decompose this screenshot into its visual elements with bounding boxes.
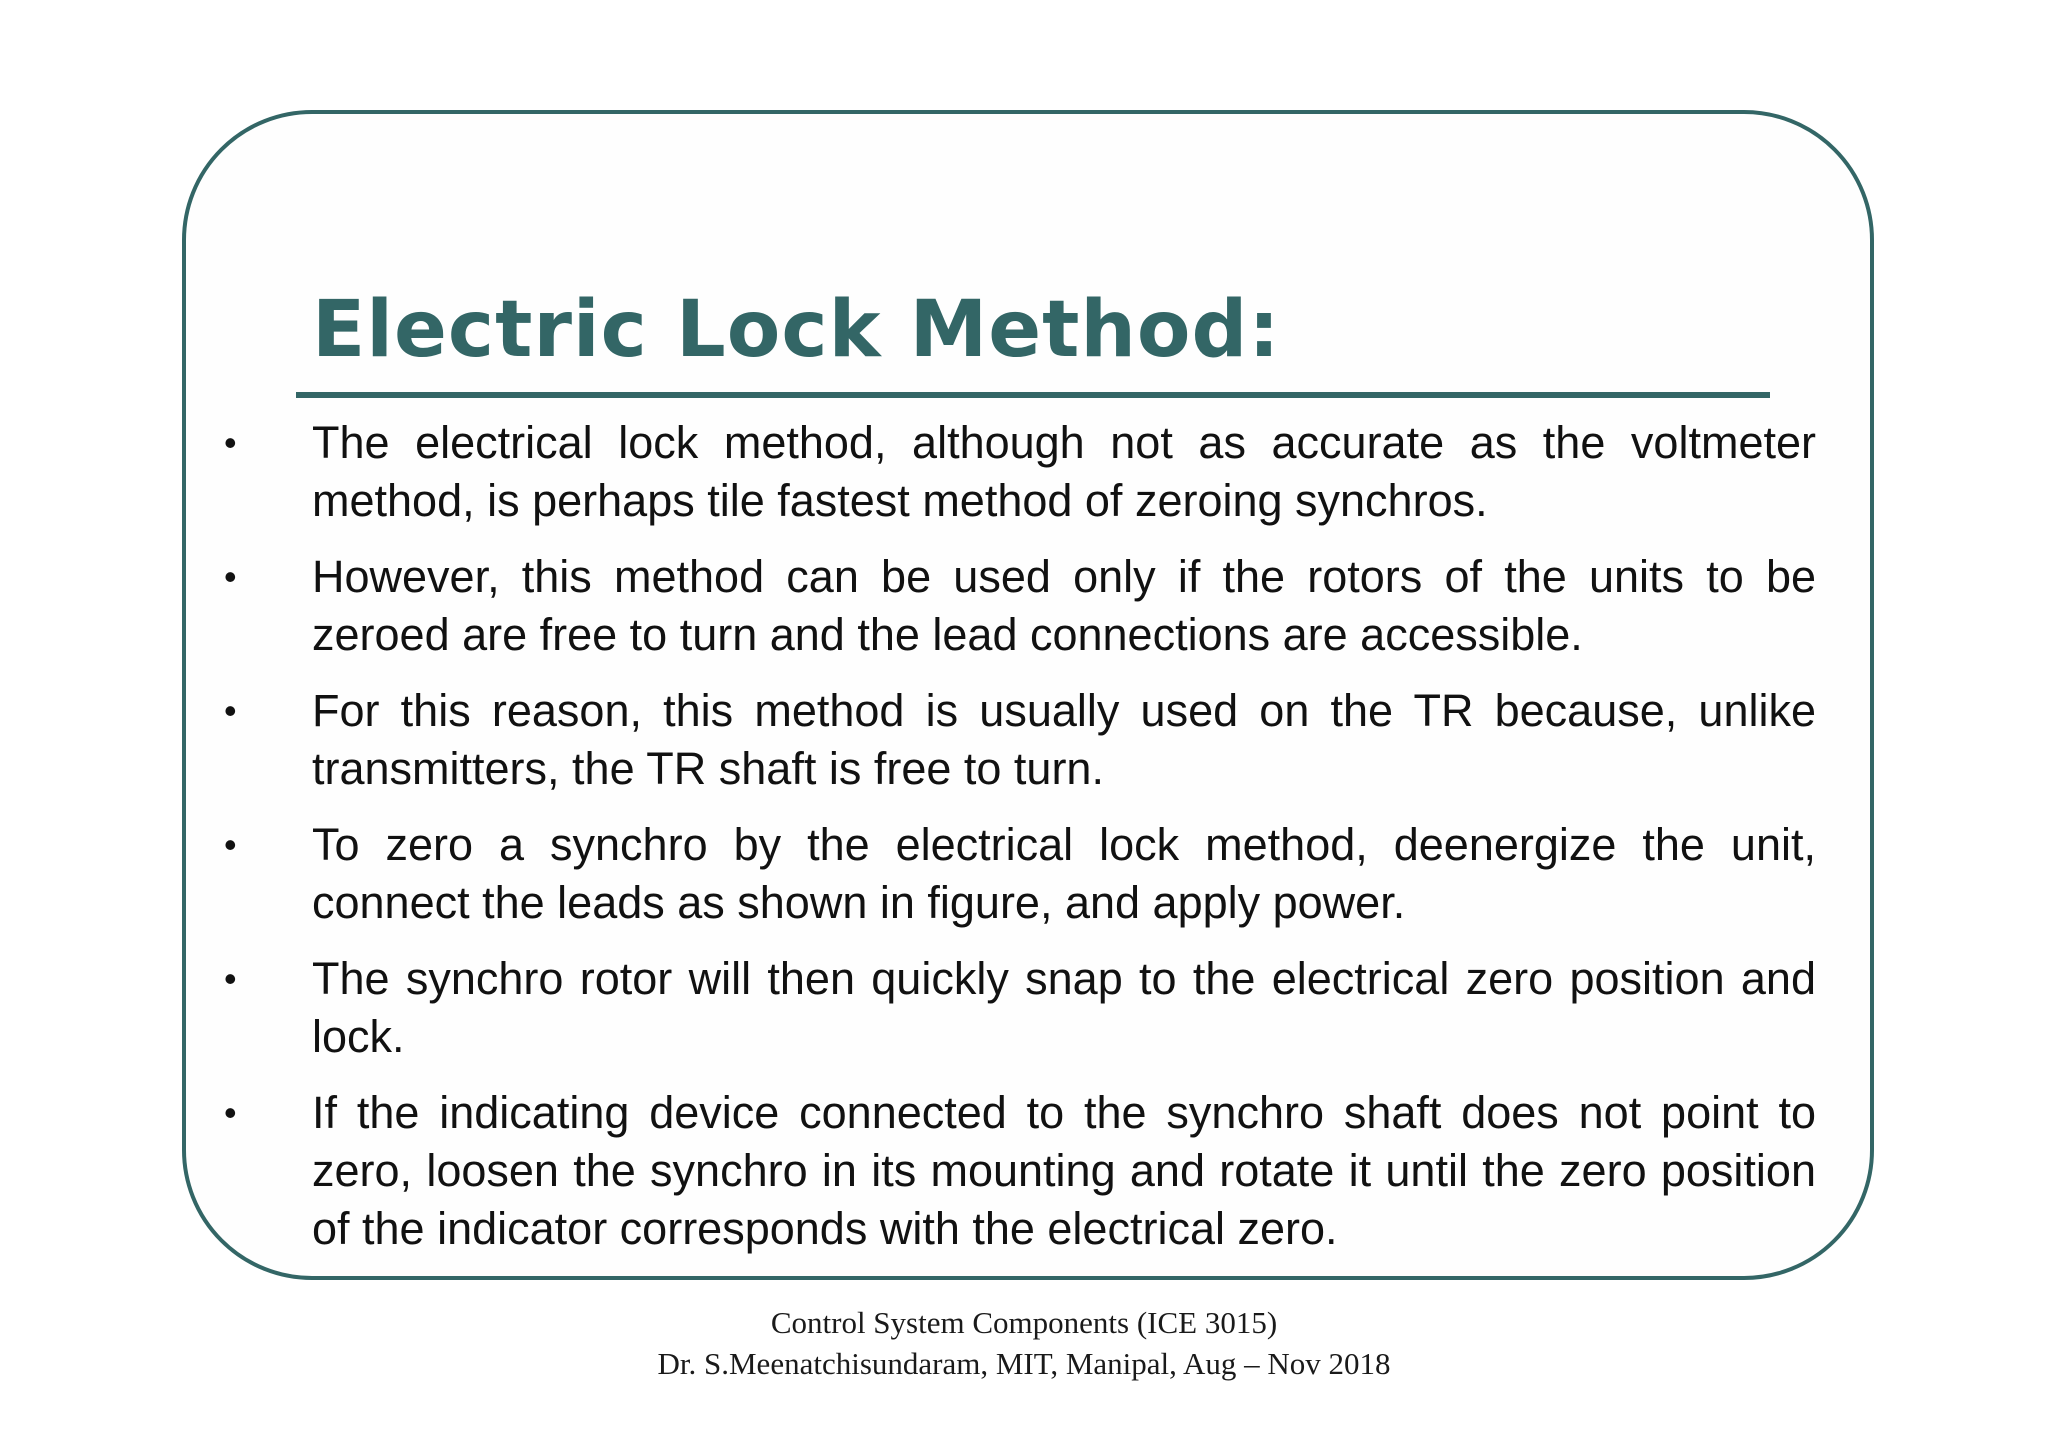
- bullet-icon: •: [224, 958, 237, 999]
- slide-title: Electric Lock Method:: [312, 285, 1281, 375]
- bullet-text: For this reason, this method is usually used on the TR because, unlike transmitters, the TR shaft is free to turn.: [312, 685, 1816, 794]
- footer-course-line: Control System Components (ICE 3015): [770, 1305, 1278, 1340]
- slide-footer: [0, 1302, 2048, 1384]
- bullet-item: [216, 682, 1816, 798]
- bullet-item: [216, 1084, 1816, 1258]
- bullet-item: [216, 414, 1816, 530]
- bullet-list: [216, 414, 1816, 1276]
- bullet-icon: •: [224, 422, 237, 463]
- title-underline: [296, 392, 1770, 398]
- bullet-icon: •: [224, 1092, 237, 1133]
- footer-author-line: Dr. S.Meenatchisundaram, MIT, Manipal, Aug – Nov 2018: [657, 1346, 1391, 1381]
- bullet-text: To zero a synchro by the electrical lock method, deenergize the unit, connect the leads as shown in figure, and apply power.: [312, 819, 1816, 928]
- bullet-text: The synchro rotor will then quickly snap to the electrical zero position and lock.: [312, 953, 1816, 1062]
- bullet-icon: •: [224, 556, 237, 597]
- bullet-item: [216, 816, 1816, 932]
- bullet-item: [216, 548, 1816, 664]
- bullet-text: If the indicating device connected to the synchro shaft does not point to zero, loosen the synchro in its mounting and rotate it until the zero position of the indicator corresponds with the electrical zero.: [312, 1087, 1816, 1254]
- bullet-text: The electrical lock method, although not as accurate as the voltmeter method, is perhaps tile fastest method of zeroing synchros.: [312, 417, 1816, 526]
- bullet-icon: •: [224, 824, 237, 865]
- bullet-icon: •: [224, 690, 237, 731]
- bullet-item: [216, 950, 1816, 1066]
- bullet-text: However, this method can be used only if the rotors of the units to be zeroed are free to turn and the lead connections are accessible.: [312, 551, 1816, 660]
